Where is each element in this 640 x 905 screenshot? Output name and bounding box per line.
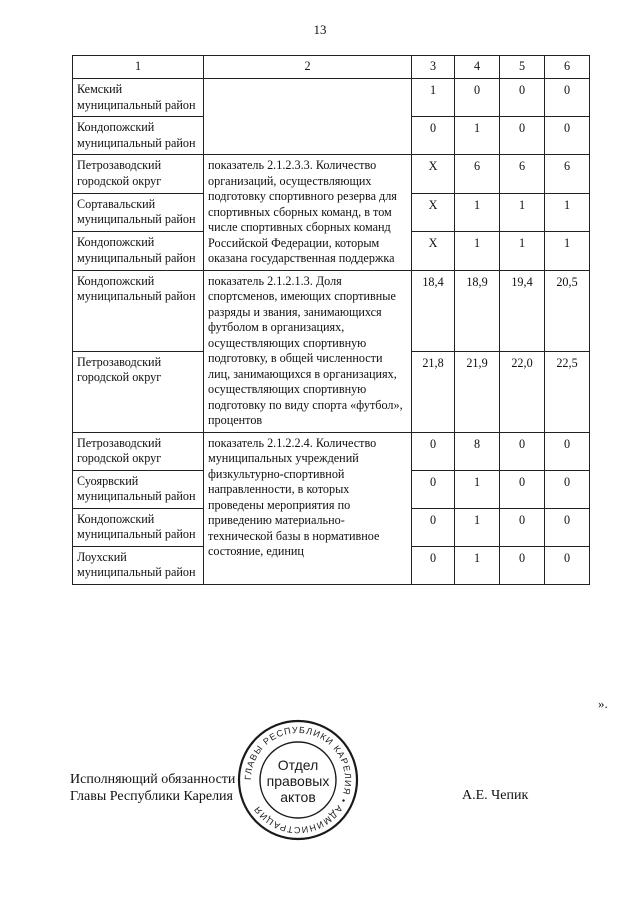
- value-cell: 1: [545, 232, 590, 271]
- value-cell: 20,5: [545, 270, 590, 351]
- value-cell: 18,4: [412, 270, 455, 351]
- signer-name: А.Е. Чепик: [462, 788, 529, 803]
- value-cell: 1: [545, 193, 590, 232]
- value-cell: 0: [500, 79, 545, 117]
- value-cell: 6: [545, 155, 590, 194]
- entity-cell: Суоярвский муниципальный район: [73, 470, 204, 508]
- indicators-table: [72, 55, 590, 585]
- entity-cell: Лоухский муниципальный район: [73, 546, 204, 584]
- value-cell: 1: [500, 193, 545, 232]
- value-cell: 22,5: [545, 351, 590, 432]
- value-cell: 6: [455, 155, 500, 194]
- table-row: [73, 155, 590, 194]
- value-cell: 0: [500, 432, 545, 470]
- svg-text:ГЛАВЫ РЕСПУБЛИКИ КАРЕЛИЯ • АДМ: ГЛАВЫ РЕСПУБЛИКИ КАРЕЛИЯ • АДМИНИСТРАЦИЯ: [242, 724, 354, 836]
- value-cell: 0: [500, 470, 545, 508]
- value-cell: 0: [545, 470, 590, 508]
- official-stamp: [236, 718, 360, 842]
- stamp-seal-icon: [236, 718, 360, 842]
- value-cell: 0: [545, 79, 590, 117]
- signer-position-line2: Главы Республики Карелия: [70, 789, 233, 804]
- header-row: [73, 56, 590, 79]
- column-header: 6: [545, 56, 590, 79]
- entity-cell: Сортавальский муниципальный район: [73, 193, 204, 232]
- value-cell: 0: [412, 508, 455, 546]
- svg-text:правовых: правовых: [266, 773, 330, 789]
- entity-cell: Кондопожский муниципальный район: [73, 270, 204, 351]
- value-cell: 21,8: [412, 351, 455, 432]
- table-body: [73, 56, 590, 585]
- entity-cell: Кондопожский муниципальный район: [73, 508, 204, 546]
- indicator-cell: показатель 2.1.2.3.3. Количество организаций, осуществляющих подготовку спортивного резерва для спортивных сборных команд, в том числе спортивных сборных команд Российской Федерации, которым оказана государственная поддержка: [204, 155, 412, 271]
- value-cell: Х: [412, 193, 455, 232]
- entity-cell: Кондопожский муниципальный район: [73, 117, 204, 155]
- column-header: 2: [204, 56, 412, 79]
- value-cell: 1: [455, 193, 500, 232]
- value-cell: 1: [455, 232, 500, 271]
- value-cell: 0: [500, 546, 545, 584]
- value-cell: 0: [412, 546, 455, 584]
- entity-cell: Петрозаводский городской округ: [73, 432, 204, 470]
- indicator-cell: показатель 2.1.2.2.4. Количество муниципальных учреждений физкультурно-спортивной направленности, в которых проведены мероприятия по приведению материально-технической базы в нормативное состояние, единиц: [204, 432, 412, 584]
- page-number: 13: [313, 22, 327, 37]
- value-cell: 0: [412, 432, 455, 470]
- value-cell: 0: [500, 117, 545, 155]
- value-cell: 1: [455, 546, 500, 584]
- value-cell: 22,0: [500, 351, 545, 432]
- value-cell: 0: [455, 79, 500, 117]
- table-row: [73, 79, 590, 117]
- value-cell: 0: [545, 432, 590, 470]
- value-cell: 6: [500, 155, 545, 194]
- signer-position-line1: Исполняющий обязанности: [70, 772, 236, 787]
- value-cell: Х: [412, 232, 455, 271]
- value-cell: 19,4: [500, 270, 545, 351]
- column-header: 5: [500, 56, 545, 79]
- entity-cell: Петрозаводский городской округ: [73, 351, 204, 432]
- column-header: 3: [412, 56, 455, 79]
- value-cell: Х: [412, 155, 455, 194]
- entity-cell: Кондопожский муниципальный район: [73, 232, 204, 271]
- entity-cell: Петрозаводский городской округ: [73, 155, 204, 194]
- value-cell: 1: [412, 79, 455, 117]
- value-cell: 0: [545, 508, 590, 546]
- value-cell: 8: [455, 432, 500, 470]
- value-cell: 21,9: [455, 351, 500, 432]
- table-row: [73, 432, 590, 470]
- value-cell: 18,9: [455, 270, 500, 351]
- value-cell: 0: [545, 117, 590, 155]
- value-cell: 1: [455, 508, 500, 546]
- value-cell: 1: [500, 232, 545, 271]
- svg-text:актов: актов: [280, 789, 316, 805]
- svg-text:Отдел: Отдел: [277, 757, 319, 773]
- value-cell: 1: [455, 470, 500, 508]
- value-cell: 0: [412, 117, 455, 155]
- signature-block: [70, 771, 235, 805]
- value-cell: 0: [412, 470, 455, 508]
- column-header: 4: [455, 56, 500, 79]
- indicator-cell: показатель 2.1.2.1.3. Доля спортсменов, имеющих спортивные разряды и звания, занимающихся футболом в организациях, осуществляющих спортивную подготовку, в общей численности лиц, занимающихся в организациях, осуществляющих спортивную подготовку по виду спорта «футбол», процентов: [204, 270, 412, 432]
- entity-cell: Кемский муниципальный район: [73, 79, 204, 117]
- closing-quote: ».: [598, 696, 608, 711]
- value-cell: 1: [455, 117, 500, 155]
- value-cell: 0: [500, 508, 545, 546]
- indicator-cell: [204, 79, 412, 155]
- table-row: [73, 270, 590, 351]
- value-cell: 0: [545, 546, 590, 584]
- column-header: 1: [73, 56, 204, 79]
